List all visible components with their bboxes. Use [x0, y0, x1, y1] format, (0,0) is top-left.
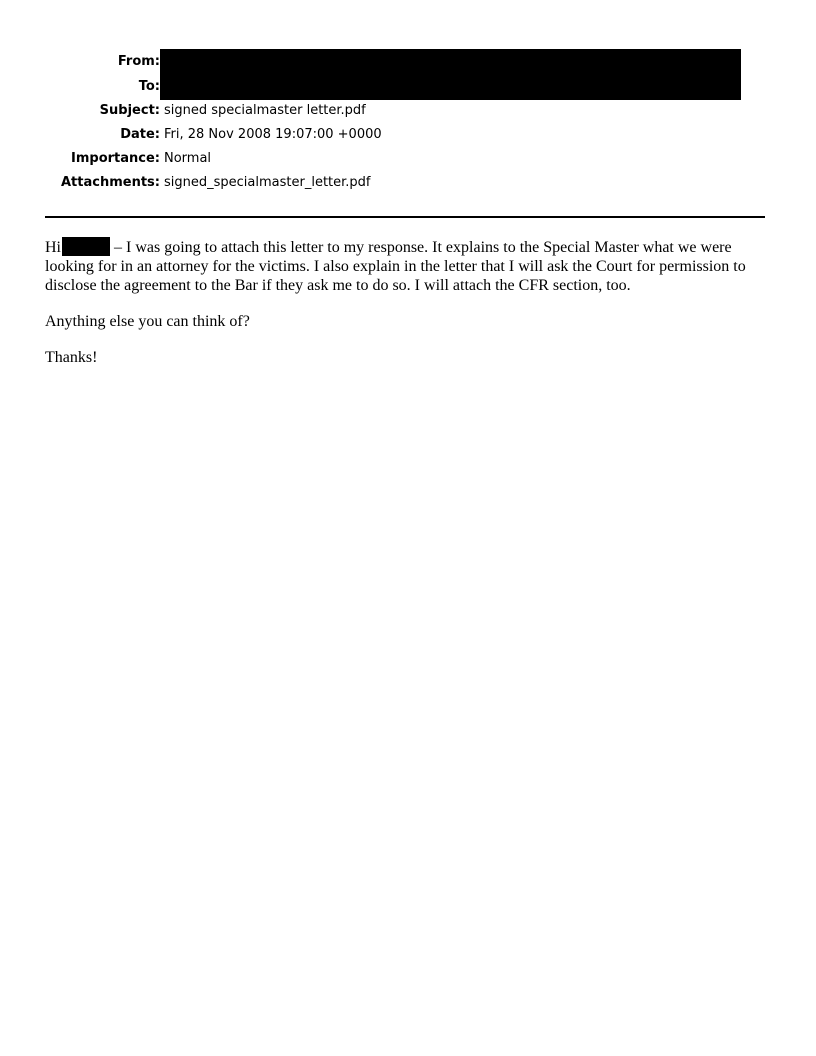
subject-value: signed specialmaster letter.pdf	[164, 103, 366, 118]
attachments-label: Attachments:	[61, 175, 160, 190]
body-paragraph-3: Thanks!	[45, 349, 98, 366]
from-label: From:	[117, 54, 160, 69]
redacted-name	[62, 237, 110, 256]
importance-row	[0, 147, 816, 171]
subject-label: Subject:	[99, 103, 160, 118]
subject-row	[0, 99, 816, 123]
body-paragraph-2: Anything else you can think of?	[45, 313, 250, 330]
attachments-value: signed_specialmaster_letter.pdf	[164, 175, 371, 190]
attachments-row	[0, 171, 816, 195]
email-body	[45, 237, 765, 384]
date-row	[0, 123, 816, 147]
paragraph-1-text: – I was going to attach this letter to my response. It explains to the Special Master what we were looking for in an attorney for the victims. I also explain in the letter that I will ask the Court for permission to disclose the agreement to the Bar if they ask me to do so. I will attach the CFR section, too.	[45, 239, 746, 294]
importance-label: Importance:	[71, 151, 160, 166]
date-label: Date:	[120, 127, 160, 142]
redacted-from-to-block	[160, 49, 741, 100]
importance-value: Normal	[164, 151, 212, 166]
body-paragraph-1	[45, 237, 765, 295]
greeting-text: Hi	[45, 239, 61, 256]
date-value: Fri, 28 Nov 2008 19:07:00 +0000	[164, 127, 382, 142]
to-label: To:	[138, 79, 160, 94]
header-divider	[45, 216, 765, 218]
